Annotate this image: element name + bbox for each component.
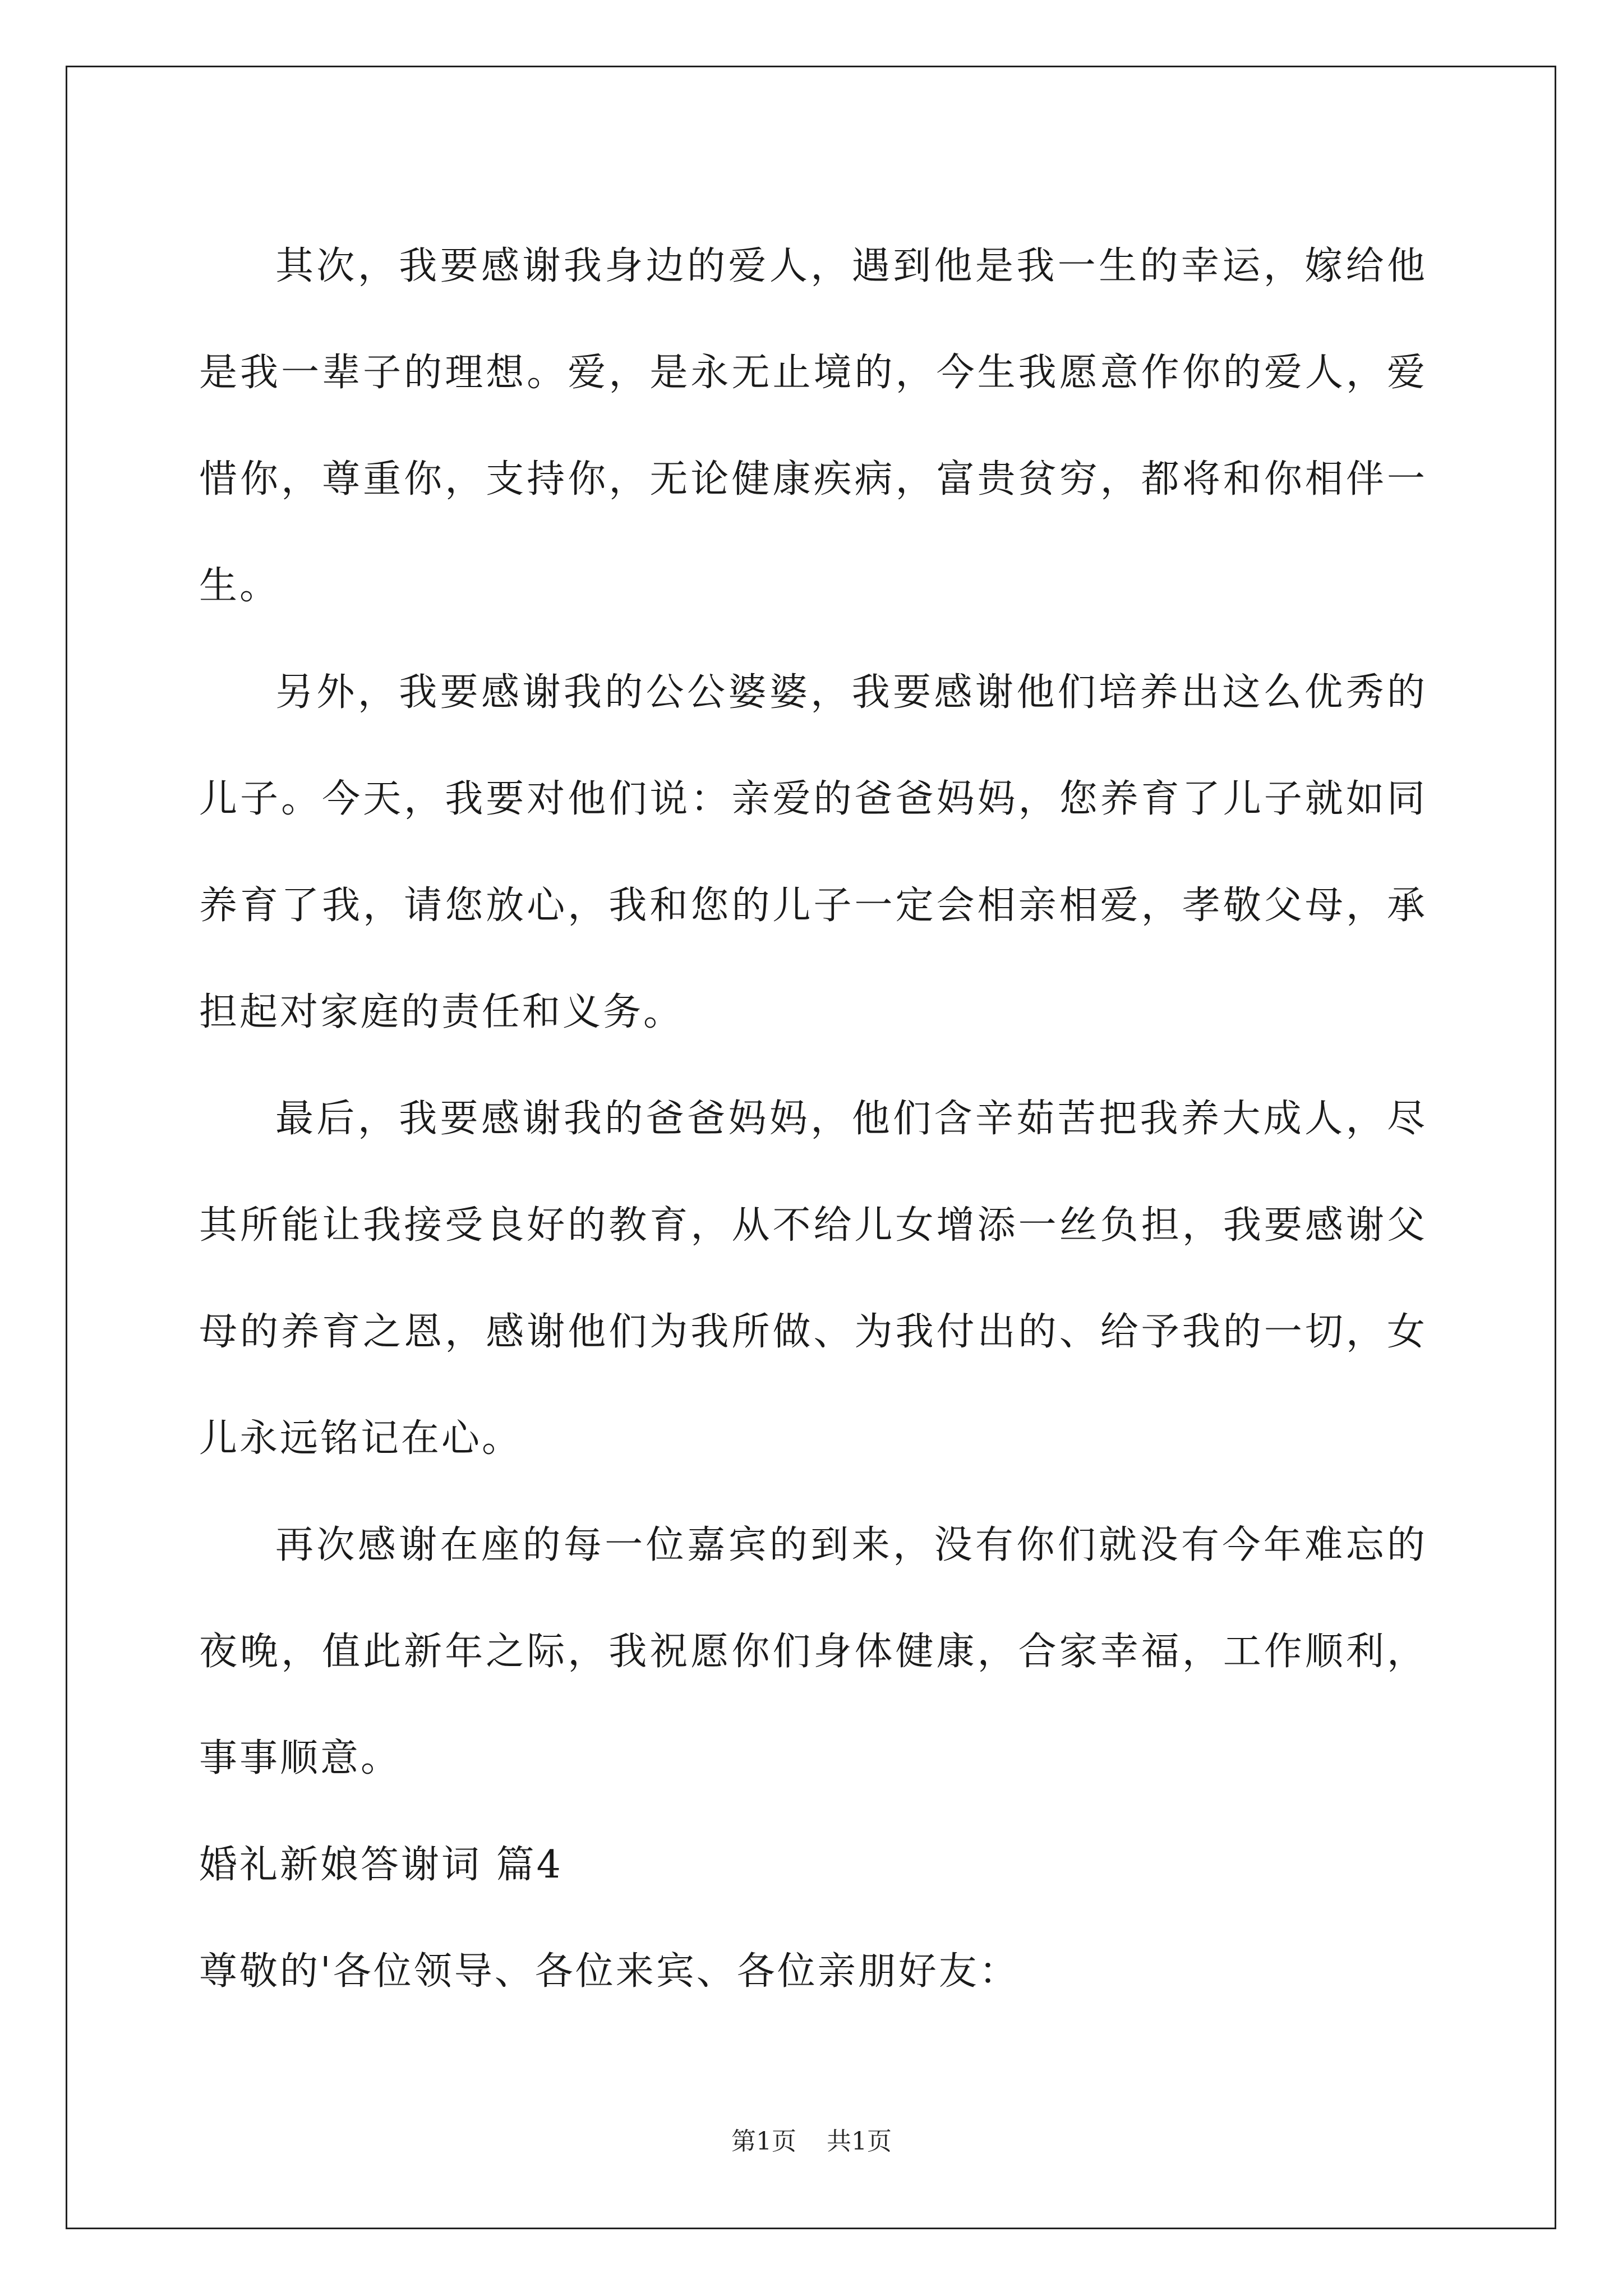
salutation: 尊敬的'各位领导、各位来宾、各位亲朋好友： <box>199 1949 1020 1994</box>
section-heading: 婚礼新娘答谢词 篇4 <box>199 1843 563 1887</box>
paragraph: 另外，我要感谢我的公公婆婆，我要感谢他们培养出这么优秀的儿子。今天，我要对他们说：亲爱的爸爸妈妈，您养育了儿子就如同养育了我，请您放心，我和您的儿子一定会相亲相爱，孝敬父母，承担起对家庭的责任和义务。 <box>199 670 1427 1034</box>
page-number-total: 共1页 <box>827 2127 892 2156</box>
paragraph: 其次，我要感谢我身边的爱人，遇到他是我一生的幸运，嫁给他是我一辈子的理想。爱，是永无止境的，今生我愿意作你的爱人，爱惜你，尊重你，支持你，无论健康疾病，富贵贫穷，都将和你相伴一生。 <box>199 244 1427 608</box>
page-number-current: 第1页 <box>731 2127 796 2156</box>
page-footer <box>0 2125 1623 2159</box>
document-body <box>199 213 1427 2025</box>
paragraph: 最后，我要感谢我的爸爸妈妈，他们含辛茹苦把我养大成人，尽其所能让我接受良好的教育，从不给儿女增添一丝负担，我要感谢父母的养育之恩，感谢他们为我所做、为我付出的、给予我的一切，女儿永远铭记在心。 <box>199 1097 1427 1461</box>
paragraph: 再次感谢在座的每一位嘉宾的到来，没有你们就没有今年难忘的夜晚，值此新年之际，我祝愿你们身体健康，合家幸福，工作顺利，事事顺意。 <box>199 1523 1427 1780</box>
